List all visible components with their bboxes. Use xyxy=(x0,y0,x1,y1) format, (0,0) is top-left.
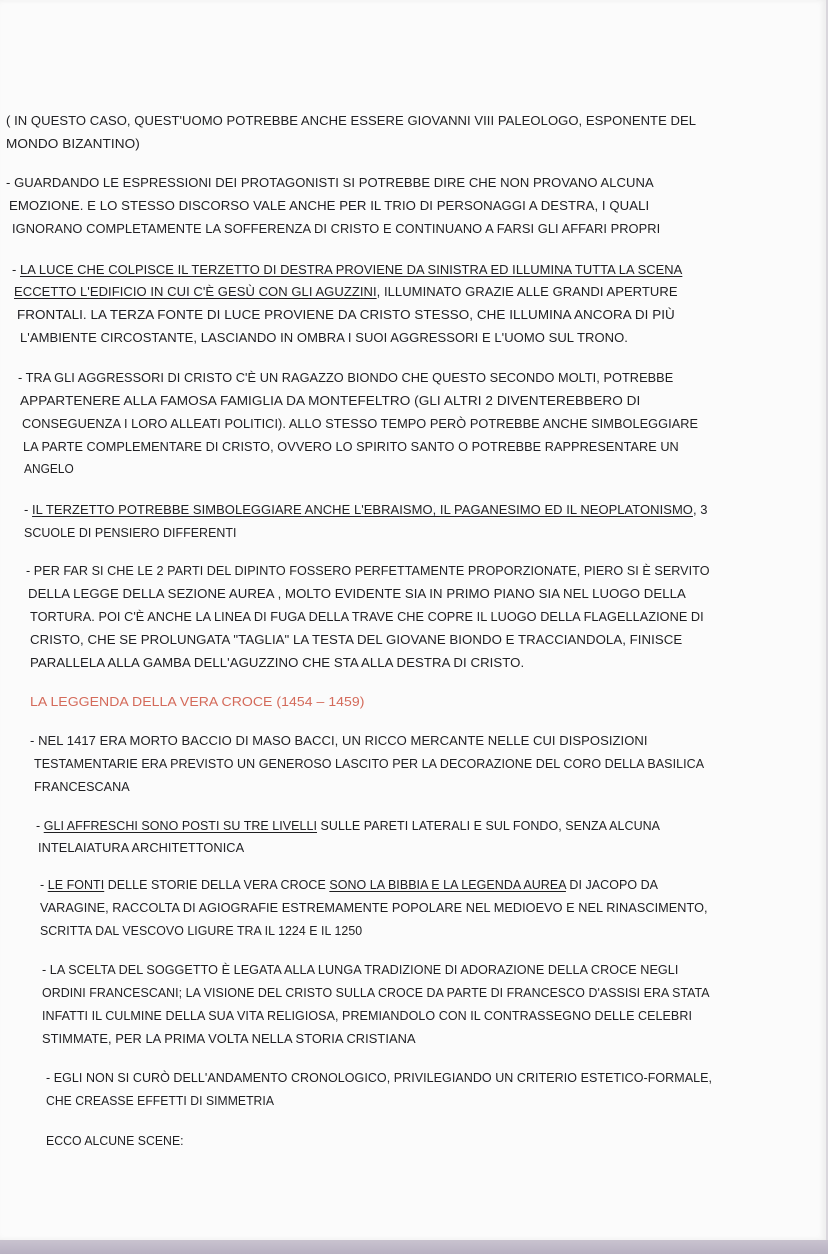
text-line xyxy=(9,198,649,214)
text-run: , 3 xyxy=(692,503,708,517)
text-line xyxy=(30,694,364,710)
text-run: - xyxy=(36,819,44,833)
text-line xyxy=(12,221,660,237)
text-run: EMOZIONE. E LO STESSO DISCORSO VALE ANCHE PER IL TRIO DI PERSONAGGI A DESTRA, I QUALI xyxy=(9,199,650,213)
text-run: SCRITTA DAL VESCOVO LIGURE TRA IL 1224 E IL 1250 xyxy=(40,924,363,938)
text-line xyxy=(20,393,640,409)
text-line xyxy=(6,136,140,152)
text-run: APPARTENERE ALLA FAMOSA FAMIGLIA DA MONTEFELTRO (GLI ALTRI 2 DIVENTEREBBERO DI xyxy=(20,394,641,408)
text-run: CONSEGUENZA I LORO ALLEATI POLITICI). ALLO STESSO TEMPO PERÒ POTREBBE ANCHE SIMBOLEGGIARE xyxy=(22,417,699,431)
text-line xyxy=(6,113,696,129)
text-run: ANGELO xyxy=(24,462,74,476)
text-run: - TRA GLI AGGRESSORI DI CRISTO C'È UN RAGAZZO BIONDO CHE QUESTO SECONDO MOLTI, POTREBBE xyxy=(18,371,674,385)
text-line xyxy=(18,370,673,386)
text-run: ECCO ALCUNE SCENE: xyxy=(46,1134,184,1148)
page-edge-shadow xyxy=(0,1240,828,1254)
text-line xyxy=(24,461,74,477)
text-run: FRONTALI. LA TERZA FONTE DI LUCE PROVIENE DA CRISTO STESSO, CHE ILLUMINA ANCORA DI PIÙ xyxy=(17,308,675,322)
text-run: DELLA LEGGE DELLA SEZIONE AUREA , MOLTO EVIDENTE SIA IN PRIMO PIANO SIA NEL LUOGO DELLA xyxy=(28,587,686,601)
text-line xyxy=(28,586,686,602)
text-run: ORDINI FRANCESCANI; LA VISIONE DEL CRISTO SULLA CROCE DA PARTE DI FRANCESCO D'ASSISI ERA STATA xyxy=(42,986,710,1000)
underlined-text: IL TERZETTO POTREBBE SIMBOLEGGIARE ANCHE L'EBRAISMO, IL PAGANESIMO ED IL NEOPLATONISMO xyxy=(32,503,693,517)
text-run: MONDO BIZANTINO) xyxy=(6,137,140,151)
text-line xyxy=(22,416,698,432)
text-run: IGNORANO COMPLETAMENTE LA SOFFERENZA DI CRISTO E CONTINUANO A FARSI GLI AFFARI PROPRI xyxy=(12,222,661,236)
text-run: ( IN QUESTO CASO, QUEST'UOMO POTREBBE ANCHE ESSERE GIOVANNI VIII PALEOLOGO, ESPONENTE DEL xyxy=(6,114,697,128)
text-line xyxy=(30,609,704,625)
text-line xyxy=(12,262,682,278)
text-line xyxy=(17,307,675,323)
text-run: INTELAIATURA ARCHITETTONICA xyxy=(38,841,245,855)
text-line xyxy=(30,655,524,671)
text-line xyxy=(42,1031,416,1047)
text-line xyxy=(14,284,678,300)
text-line xyxy=(36,818,660,834)
text-line xyxy=(42,962,678,978)
text-run: INFATTI IL CULMINE DELLA SUA VITA RELIGIOSA, PREMIANDOLO CON IL CONTRASSEGNO DELLE CELEBRI xyxy=(42,1009,692,1023)
text-line xyxy=(46,1133,184,1149)
underlined-text: ECCETTO L'EDIFICIO IN CUI C'È GESÙ CON GLI AGUZZINI xyxy=(14,285,377,299)
text-line xyxy=(30,733,648,749)
text-run: LA LEGGENDA DELLA VERA CROCE (1454 – 1459) xyxy=(30,694,365,709)
text-run: - PER FAR SI CHE LE 2 PARTI DEL DIPINTO FOSSERO PERFETTAMENTE PROPORZIONATE, PIERO SI È SERVITO xyxy=(26,564,710,578)
underlined-text: GLI AFFRESCHI SONO POSTI SU TRE LIVELLI xyxy=(43,819,318,833)
text-line xyxy=(34,756,704,772)
text-run: - LA SCELTA DEL SOGGETTO È LEGATA ALLA LUNGA TRADIZIONE DI ADORAZIONE DELLA CROCE NEGLI xyxy=(42,963,679,977)
text-run: - xyxy=(40,878,48,892)
text-run: - xyxy=(12,263,20,277)
text-run: STIMMATE, PER LA PRIMA VOLTA NELLA STORIA CRISTIANA xyxy=(42,1032,416,1046)
text-line xyxy=(46,1093,274,1109)
text-run: DELLE STORIE DELLA VERA CROCE xyxy=(104,878,330,892)
text-line xyxy=(46,1070,712,1086)
text-run: LA PARTE COMPLEMENTARE DI CRISTO, OVVERO LO SPIRITO SANTO O POTREBBE RAPPRESENTARE UN xyxy=(23,440,679,454)
text-run: - xyxy=(24,503,33,517)
text-line xyxy=(34,779,130,795)
text-line xyxy=(26,563,710,579)
text-run: , ILLUMINATO GRAZIE ALLE GRANDI APERTURE xyxy=(376,285,678,299)
text-run: - GUARDANDO LE ESPRESSIONI DEI PROTAGONISTI SI POTREBBE DIRE CHE NON PROVANO ALCUNA xyxy=(6,176,654,190)
text-line xyxy=(6,175,654,191)
text-run: TORTURA. POI C'È ANCHE LA LINEA DI FUGA DELLA TRAVE CHE COPRE IL LUOGO DELLA FLAGELLAZIONE DI xyxy=(30,610,704,624)
text-run: TESTAMENTARIE ERA PREVISTO UN GENEROSO LASCITO PER LA DECORAZIONE DEL CORO DELLA BASILICA xyxy=(34,757,705,771)
text-run: VARAGINE, RACCOLTA DI AGIOGRAFIE ESTREMAMENTE POPOLARE NEL MEDIOEVO E NEL RINASCIMENTO, xyxy=(40,901,708,915)
text-run: DI JACOPO DA xyxy=(565,878,659,892)
text-run: CRISTO, CHE SE PROLUNGATA "TAGLIA" LA TESTA DEL GIOVANE BIONDO E TRACCIANDOLA, FINISCE xyxy=(30,633,683,647)
text-line xyxy=(20,330,628,346)
text-run: - EGLI NON SI CURÒ DELL'ANDAMENTO CRONOLOGICO, PRIVILEGIANDO UN CRITERIO ESTETICO-FORMALE, xyxy=(46,1071,713,1085)
text-line xyxy=(40,900,708,916)
text-run: SULLE PARETI LATERALI E SUL FONDO, SENZA ALCUNA xyxy=(317,819,661,833)
text-line xyxy=(42,1008,692,1024)
text-run: SCUOLE DI PENSIERO DIFFERENTI xyxy=(24,526,237,540)
text-run: CHE CREASSE EFFETTI DI SIMMETRIA xyxy=(46,1094,274,1108)
text-run: FRANCESCANA xyxy=(34,780,130,794)
text-line xyxy=(40,923,362,939)
text-run: L'AMBIENTE CIRCOSTANTE, LASCIANDO IN OMBRA I SUOI AGGRESSORI E L'UOMO SUL TRONO. xyxy=(20,331,628,345)
underlined-text: SONO LA BIBBIA E LA LEGENDA AUREA xyxy=(329,878,566,892)
underlined-text: LA LUCE CHE COLPISCE IL TERZETTO DI DESTRA PROVIENE DA SINISTRA ED ILLUMINA TUTTA LA SCENA xyxy=(19,263,683,277)
text-line xyxy=(24,502,708,518)
text-line xyxy=(24,525,237,541)
text-run: PARALLELA ALLA GAMBA DELL'AGUZZINO CHE STA ALLA DESTRA DI CRISTO. xyxy=(30,656,525,670)
text-run: - NEL 1417 ERA MORTO BACCIO DI MASO BACCI, UN RICCO MERCANTE NELLE CUI DISPOSIZIONI xyxy=(30,734,648,748)
text-line xyxy=(38,840,244,856)
text-line xyxy=(42,985,710,1001)
underlined-text: LE FONTI xyxy=(47,878,105,892)
text-line xyxy=(30,632,682,648)
text-line xyxy=(40,877,658,893)
text-line xyxy=(23,439,679,455)
